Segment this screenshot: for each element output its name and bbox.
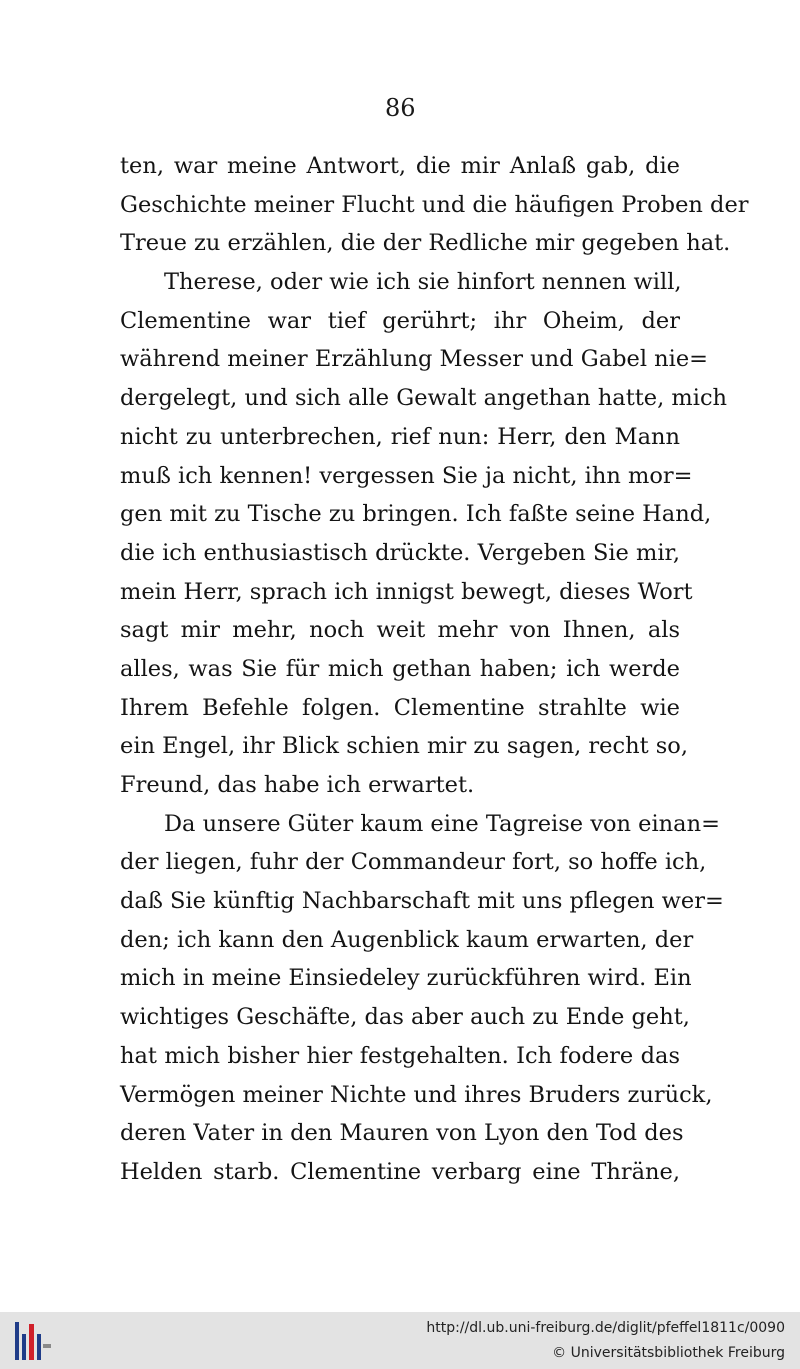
text-line: den; ich kann den Augenblick kaum erwarten, der	[120, 926, 694, 953]
ub-freiburg-logo-icon	[12, 1320, 52, 1362]
text-line: mein Herr, sprach ich innigst bewegt, dieses Wort	[120, 578, 693, 605]
text-line: während meiner Erzählung Messer und Gabel nie=	[120, 346, 709, 373]
text-line: sagt mir mehr, noch weit mehr von Ihnen, als	[120, 617, 680, 644]
logo-bar-blue-right	[37, 1334, 41, 1360]
text-line: Vermögen meiner Nichte und ihres Bruders zurück,	[120, 1081, 713, 1108]
logo-bar-gray	[43, 1344, 51, 1348]
text-line: Helden starb. Clementine verbarg eine Thräne,	[120, 1158, 680, 1185]
text-line: muß ich kennen! vergessen Sie ja nicht, ihn mor=	[120, 462, 693, 489]
text-line: Therese, oder wie ich sie hinfort nennen will,	[164, 269, 682, 296]
text-line: Treue zu erzählen, die der Redliche mir gegeben hat.	[120, 230, 731, 257]
page-number: 86	[385, 94, 416, 122]
logo-bar-blue-left	[15, 1322, 19, 1360]
text-line: ein Engel, ihr Blick schien mir zu sagen, recht so,	[120, 733, 689, 760]
permalink-url[interactable]: http://dl.ub.uni-freiburg.de/diglit/pfeffel1811c/0090	[426, 1320, 785, 1336]
text-line: Ihrem Befehle folgen. Clementine strahlte wie	[120, 694, 680, 721]
text-line: Freund, das habe ich erwartet.	[120, 772, 475, 798]
text-line: dergelegt, und sich alle Gewalt angethan hatte, mich	[120, 385, 728, 412]
text-line: nicht zu unterbrechen, rief nun: Herr, den Mann	[120, 423, 680, 450]
page-text	[120, 147, 749, 1192]
text-line: Geschichte meiner Flucht und die häufigen Proben der	[120, 191, 749, 218]
logo-bar-red	[29, 1324, 34, 1360]
text-line: daß Sie künftig Nachbarschaft mit uns pflegen wer=	[120, 888, 724, 915]
text-line: deren Vater in den Mauren von Lyon den Tod des	[120, 1120, 684, 1147]
text-line: mich in meine Einsiedeley zurückführen wird. Ein	[120, 965, 692, 992]
text-line: gen mit zu Tische zu bringen. Ich faßte seine Hand,	[120, 501, 712, 528]
text-line: hat mich bisher hier festgehalten. Ich fodere das	[120, 1042, 680, 1069]
footer-bar	[0, 1312, 800, 1369]
text-line: Da unsere Güter kaum eine Tagreise von einan=	[164, 810, 720, 837]
copyright-notice: © Universitätsbibliothek Freiburg	[552, 1345, 785, 1361]
text-line: alles, was Sie für mich gethan haben; ich werde	[120, 655, 680, 682]
text-line: ten, war meine Antwort, die mir Anlaß gab, die	[120, 153, 680, 179]
text-line: der liegen, fuhr der Commandeur fort, so hoffe ich,	[120, 849, 707, 876]
text-line: wichtiges Geschäfte, das aber auch zu Ende geht,	[120, 1004, 690, 1031]
logo-bar-blue-mid	[22, 1334, 26, 1360]
text-line: Clementine war tief gerührt; ihr Oheim, der	[120, 307, 680, 334]
text-line: die ich enthusiastisch drückte. Vergeben Sie mir,	[120, 539, 680, 566]
